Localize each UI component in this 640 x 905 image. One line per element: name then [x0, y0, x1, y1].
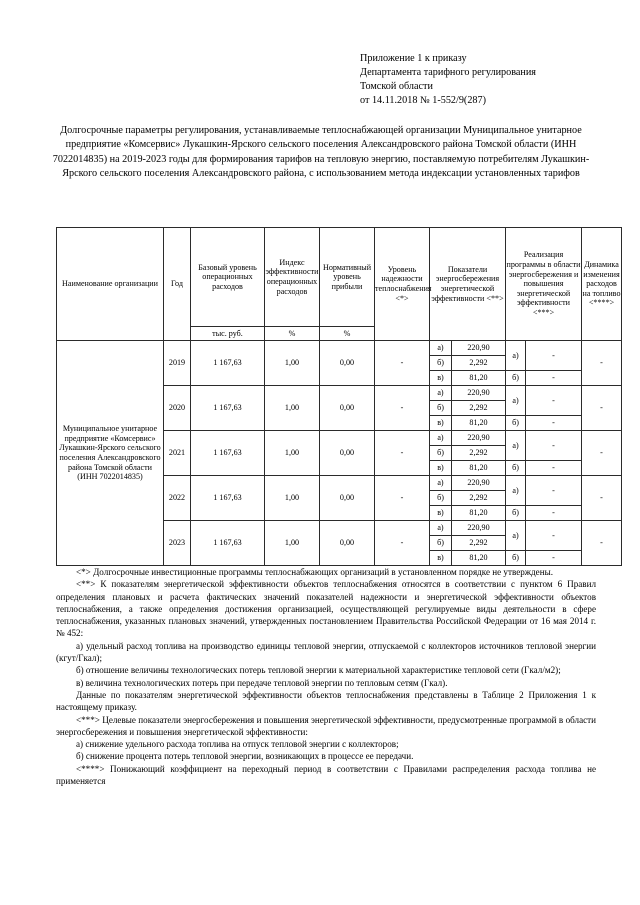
cell-year: 2021: [164, 431, 191, 476]
cell-fuel-dynamics: -: [582, 341, 622, 386]
table-head: [57, 228, 622, 341]
cell-base-level: 1 167,63: [191, 521, 265, 566]
cell-indicator-label: б): [430, 491, 452, 506]
cell-reliability: -: [375, 521, 430, 566]
cell-reliability: -: [375, 341, 430, 386]
cell-indicator-value: 220,90: [452, 386, 506, 401]
cell-indicator-value: 220,90: [452, 476, 506, 491]
cell-program-value: -: [526, 371, 582, 386]
cell-indicator-label: в): [430, 551, 452, 566]
cell-indicator-value: 220,90: [452, 431, 506, 446]
footnote-6: Данные по показателям энергетической эффективности объектов теплоснабжения представлены в Таблице 2 Приложения 1 к настоящему приказу.: [56, 689, 596, 713]
header-line-4: от 14.11.2018 № 1-552/9(287): [360, 95, 486, 107]
cell-efficiency-index: 1,00: [265, 476, 320, 521]
cell-base-level: 1 167,63: [191, 476, 265, 521]
table-row: [57, 341, 622, 356]
cell-indicator-value: 2,292: [452, 536, 506, 551]
cell-program-label: а): [506, 476, 526, 506]
cell-reliability: -: [375, 476, 430, 521]
cell-profit-norm: 0,00: [320, 386, 375, 431]
cell-program-value: -: [526, 341, 582, 371]
cell-indicator-label: а): [430, 341, 452, 356]
cell-profit-norm: 0,00: [320, 476, 375, 521]
header-line-3: Томской области: [360, 81, 433, 93]
footnote-3: а) удельный расход топлива на производство единицы тепловой энергии, отпускаемой с коллекторов источников тепловой энергии (кгут/Гкал);: [56, 640, 596, 664]
cell-year: 2022: [164, 476, 191, 521]
cell-indicator-label: б): [430, 536, 452, 551]
cell-indicator-value: 220,90: [452, 521, 506, 536]
cell-profit-norm: 0,00: [320, 341, 375, 386]
cell-indicator-value: 81,20: [452, 371, 506, 386]
cell-program-value: -: [526, 386, 582, 416]
cell-program-value: -: [526, 476, 582, 506]
cell-indicator-value: 220,90: [452, 341, 506, 356]
cell-year: 2023: [164, 521, 191, 566]
cell-program-label: а): [506, 521, 526, 551]
cell-organization: Муниципальное унитарное предприятие «Комсервис» Лукашкин-Ярского сельского поселения Александровского района Томской области (ИНН 7022014835): [57, 341, 164, 566]
cell-program-value: -: [526, 506, 582, 521]
header-line-1: Приложение 1 к приказу: [360, 53, 467, 64]
cell-indicator-label: а): [430, 476, 452, 491]
cell-fuel-dynamics: -: [582, 386, 622, 431]
footnote-5: в) величина технологических потерь при передаче тепловой энергии по тепловым сетям (Гкал).: [76, 677, 448, 688]
cell-fuel-dynamics: -: [582, 431, 622, 476]
cell-program-value: -: [526, 431, 582, 461]
th-reliability: Уровень надежности теплоснабжения <*>: [375, 228, 430, 341]
th-program-implementation: Реализация программы в области энергосбережения и повышения энергетической эффективности <***>: [506, 228, 582, 341]
cell-efficiency-index: 1,00: [265, 521, 320, 566]
th-energy-indicators: Показатели энергосбережения энергетической эффективности <**>: [430, 228, 506, 341]
cell-program-label: б): [506, 416, 526, 431]
cell-indicator-label: в): [430, 371, 452, 386]
cell-year: 2020: [164, 386, 191, 431]
th-organization: Наименование организации: [57, 228, 164, 341]
cell-indicator-label: а): [430, 521, 452, 536]
th-efficiency-index: Индекс эффективности операционных расходов: [265, 228, 320, 327]
footnote-1: <*> Долгосрочные инвестиционные программы теплоснабжающих организаций в установленном порядке не утверждены.: [76, 567, 553, 577]
cell-efficiency-index: 1,00: [265, 431, 320, 476]
cell-program-label: б): [506, 371, 526, 386]
table-header-row: [57, 228, 622, 327]
th-profit-norm: Нормативный уровень прибыли: [320, 228, 375, 327]
cell-indicator-value: 81,20: [452, 461, 506, 476]
cell-indicator-value: 2,292: [452, 356, 506, 371]
cell-base-level: 1 167,63: [191, 386, 265, 431]
cell-base-level: 1 167,63: [191, 431, 265, 476]
cell-indicator-label: в): [430, 506, 452, 521]
parameters-table-wrapper: [56, 227, 621, 566]
document-header: [360, 52, 610, 108]
footnote-10: <****> Понижающий коэффициент на переходный период в соответствии с Правилами распределения расхода топлива не применяется: [56, 763, 596, 787]
cell-program-label: б): [506, 551, 526, 566]
th-base-level: Базовый уровень операционных расходов: [191, 228, 265, 327]
unit-efficiency-index: %: [265, 327, 320, 341]
table-body: [57, 341, 622, 566]
cell-indicator-label: б): [430, 356, 452, 371]
th-year: Год: [164, 228, 191, 341]
cell-efficiency-index: 1,00: [265, 386, 320, 431]
cell-indicator-value: 81,20: [452, 506, 506, 521]
cell-program-label: б): [506, 506, 526, 521]
cell-fuel-dynamics: -: [582, 521, 622, 566]
page-title: Долгосрочные параметры регулирования, устанавливаемые теплоснабжающей организации Муниципальное унитарное предприятие «Комсервис» Лукашкин-Ярского сельского поселения Александровского района Томской области (ИНН 7022014835) на 2019-2023 годы для формирования тарифов на тепловую энергию, поставляемую потребителям Лукашкин-Ярского сельского поселения Александровского района, с использованием метода индексации установленных тарифов: [52, 125, 590, 180]
cell-program-value: -: [526, 416, 582, 431]
cell-indicator-label: а): [430, 386, 452, 401]
cell-year: 2019: [164, 341, 191, 386]
cell-profit-norm: 0,00: [320, 521, 375, 566]
cell-indicator-label: в): [430, 416, 452, 431]
unit-base-level: тыс. руб.: [191, 327, 265, 341]
cell-program-value: -: [526, 551, 582, 566]
th-fuel-dynamics: Динамика изменения расходов на топливо <****>: [582, 228, 622, 341]
cell-fuel-dynamics: -: [582, 476, 622, 521]
parameters-table: [56, 227, 622, 566]
cell-reliability: -: [375, 386, 430, 431]
cell-efficiency-index: 1,00: [265, 341, 320, 386]
cell-profit-norm: 0,00: [320, 431, 375, 476]
cell-indicator-label: а): [430, 431, 452, 446]
cell-program-value: -: [526, 521, 582, 551]
cell-program-value: -: [526, 461, 582, 476]
cell-indicator-value: 81,20: [452, 416, 506, 431]
cell-indicator-value: 2,292: [452, 446, 506, 461]
cell-indicator-value: 2,292: [452, 491, 506, 506]
footnote-2: <**> К показателям энергетической эффективности объектов теплоснабжения относятся в соответствии с пунктом 6 Правил определения плановых и расчета фактических значений показателей надежности и энергетической эффективности объектов теплоснабжения, а также определения достижения организацией, осуществляющей регулируемые виды деятельности в сфере теплоснабжения, указанных плановых значений, утвержденных постановлением Правительства Российской Федерации от 16 мая 2014 г. № 452:: [56, 579, 596, 639]
cell-reliability: -: [375, 431, 430, 476]
footnote-9: б) снижение процента потерь тепловой энергии, возникающих в процессе ее передачи.: [76, 751, 414, 762]
cell-indicator-label: в): [430, 461, 452, 476]
cell-program-label: а): [506, 386, 526, 416]
cell-indicator-value: 2,292: [452, 401, 506, 416]
cell-base-level: 1 167,63: [191, 341, 265, 386]
cell-program-label: а): [506, 431, 526, 461]
cell-indicator-label: б): [430, 401, 452, 416]
footnote-7: <***> Целевые показатели энергосбережения и повышения энергетической эффективности, предусмотренные программой в области энергосбережения и повышения энергетической эффективности:: [56, 714, 596, 737]
footnote-4: б) отношение величины технологических потерь тепловой энергии к материальной характеристике тепловой сети (Гкал/м2);: [76, 665, 561, 676]
unit-profit-norm: %: [320, 327, 375, 341]
header-line-2: Департамента тарифного регулирования: [360, 67, 536, 79]
cell-program-label: б): [506, 461, 526, 476]
cell-program-label: а): [506, 341, 526, 371]
cell-indicator-value: 81,20: [452, 551, 506, 566]
footnotes: [56, 566, 596, 787]
footnote-8: а) снижение удельного расхода топлива на отпуск тепловой энергии с коллекторов;: [76, 739, 399, 750]
cell-indicator-label: б): [430, 446, 452, 461]
